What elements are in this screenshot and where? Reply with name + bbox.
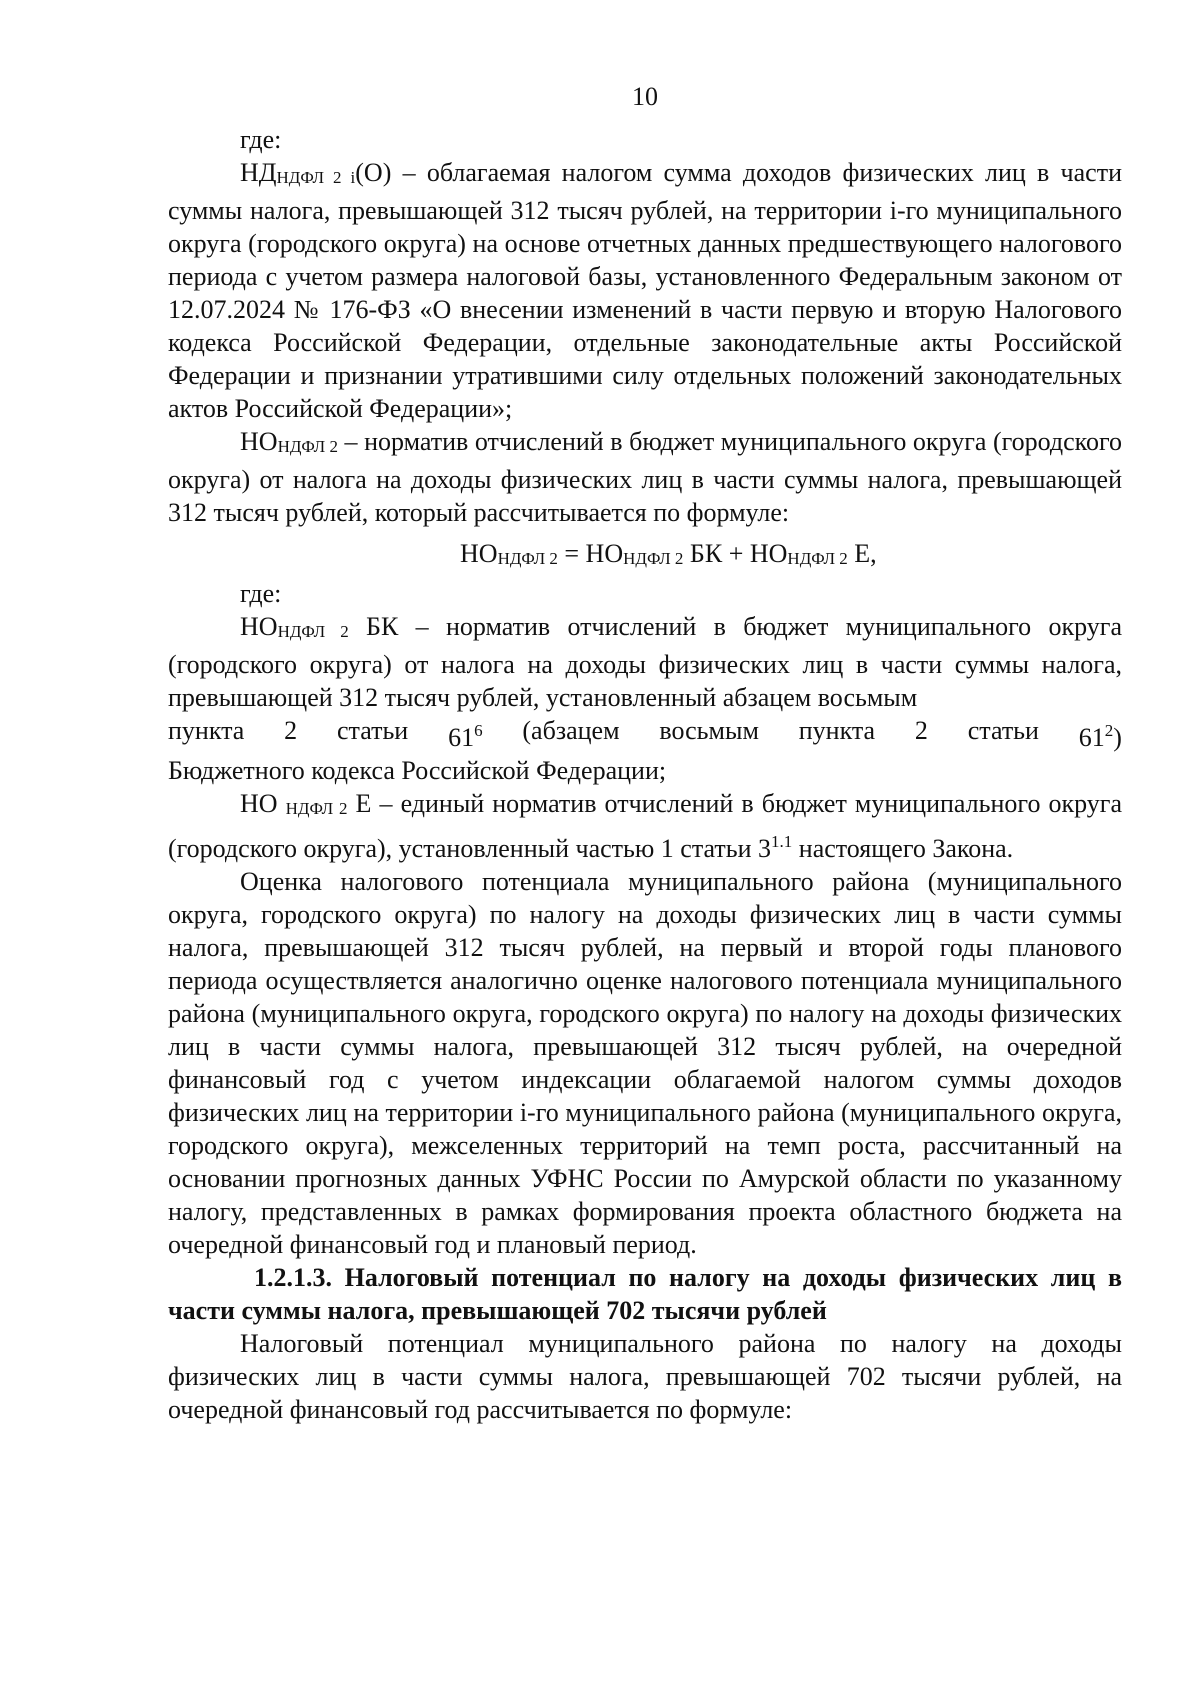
symbol-no-bk: НО bbox=[240, 612, 278, 641]
formula-term2-subscript: НДФЛ 2 bbox=[787, 549, 848, 568]
definition-no-ndfl2 bbox=[168, 425, 1122, 529]
definition-no-e-tail: настоящего Закона. bbox=[792, 834, 1014, 863]
word-abzacem: (абзацем bbox=[522, 716, 620, 745]
symbol-no-e-suffix: Е bbox=[347, 789, 372, 818]
symbol-no-e-subscript: НДФЛ 2 bbox=[285, 799, 348, 818]
definition-no-e bbox=[168, 787, 1122, 865]
closing-paren: ) bbox=[1113, 723, 1122, 752]
word-article-61-2 bbox=[1079, 714, 1122, 754]
page-number: 10 bbox=[632, 82, 658, 111]
section-heading-1-2-1-3: 1.2.1.3. Налоговый потенциал по налогу на доходы физических лиц в части суммы налога, превышающей 702 тысячи рублей bbox=[168, 1263, 1122, 1325]
symbol-no-e: НО bbox=[240, 789, 286, 818]
formula-term1: НО bbox=[585, 539, 624, 568]
word-vosmym: восьмым bbox=[659, 716, 759, 745]
symbol-no: НО bbox=[240, 427, 278, 456]
definition-no-bk-tail: Бюджетного кодекса Российской Федерации; bbox=[168, 756, 667, 785]
formula-lhs: НО bbox=[460, 539, 498, 568]
article-number-2: 61 bbox=[1078, 723, 1105, 752]
word-2: 2 bbox=[284, 716, 298, 745]
symbol-nd-subscript: НДФЛ 2 i bbox=[276, 168, 356, 187]
symbol-no-subscript: НДФЛ 2 bbox=[277, 437, 338, 456]
definition-no-bk bbox=[168, 610, 1122, 714]
article-superscript-6: 6 bbox=[474, 721, 483, 740]
word-punkta: пункта bbox=[168, 716, 245, 745]
symbol-nd: НД bbox=[240, 158, 277, 187]
article-superscript-2: 2 bbox=[1104, 721, 1114, 740]
formula-term1-subscript: НДФЛ 2 bbox=[623, 549, 684, 568]
definition-nd-text: – облагаемая налогом сумма доходов физических лиц в части суммы налога, превышающей 312 тысяч рублей, на территории i-го муниципального округа (городского округа) на основе отчетных данных предшествующего налогового периода с учетом размера налоговой базы, установленного Федеральным законом от 12.07.2024 № 176-ФЗ «О внесении изменений в части первую и вторую Налогового кодекса Российской Федерации, отдельные законодательные акты Российской Федерации и признании утратившими силу отдельных положений законодательных актов Российской Федерации»; bbox=[168, 158, 1122, 423]
word-stati-2: статьи bbox=[967, 716, 1039, 745]
symbol-no-bk-subscript: НДФЛ 2 bbox=[277, 622, 349, 641]
paragraph-estimate: Оценка налогового потенциала муниципального района (муниципального округа, городского округа) по налогу на доходы физических лиц в части суммы налога, превышающей 312 тысяч рублей, на первый и второй годы планового периода осуществляется аналогично оценке налогового потенциала муниципального района (муниципального округа, городского округа) по налогу на доходы физических лиц в части суммы налога, превышающей 312 тысяч рублей, на очередной финансовый год с учетом индексации облагаемой налогом суммы доходов физических лиц на территории i-го муниципального района (муниципального округа, городского округа), межселенных территорий на темп роста, рассчитанный на основании прогнозных данных УФНС России по Амурской области по указанному налогу, представленных в рамках формирования проекта областного бюджета на очередной финансовый год и плановый период. bbox=[168, 867, 1122, 1259]
document-page bbox=[168, 80, 1122, 1426]
symbol-no-bk-suffix: БК bbox=[348, 612, 399, 641]
definition-no-text: – норматив отчислений в бюджет муниципального округа (городского округа) от налога на доходы физических лиц в части суммы налога, превышающей 312 тысяч рублей, который рассчитывается по формуле: bbox=[168, 427, 1123, 527]
formula-term2-suffix: Е, bbox=[847, 539, 877, 568]
symbol-nd-argument: (О) bbox=[355, 158, 392, 187]
word-stati: статьи bbox=[337, 716, 409, 745]
formula-no-ndfl2 bbox=[168, 537, 1122, 575]
formula-equals: = bbox=[557, 539, 586, 568]
definition-no-bk-article-line bbox=[168, 714, 1122, 754]
word-article-61-6 bbox=[448, 714, 483, 754]
formula-lhs-subscript: НДФЛ 2 bbox=[497, 549, 558, 568]
word-2-second: 2 bbox=[914, 716, 928, 745]
article-number: 61 bbox=[448, 723, 475, 752]
word-punkta-2: пункта bbox=[798, 716, 876, 745]
formula-term2: НО bbox=[749, 539, 788, 568]
where-label-2: где: bbox=[240, 579, 282, 608]
where-label-1: где: bbox=[240, 125, 282, 154]
definition-nd-ndfl2 bbox=[168, 156, 1122, 425]
definition-no-e-superscript: 1.1 bbox=[771, 832, 793, 851]
paragraph-final: Налоговый потенциал муниципального района по налогу на доходы физических лиц в части суммы налога, превышающей 702 тысячи рублей, на очередной финансовый год рассчитывается по формуле: bbox=[168, 1329, 1122, 1424]
definition-no-e-text: – единый норматив отчислений в бюджет муниципального округа (городского округа), установленный частью 1 статьи 3 bbox=[168, 789, 1122, 863]
formula-term1-suffix: БК + bbox=[683, 539, 750, 568]
definition-no-bk-text: – норматив отчислений в бюджет муниципального округа (городского округа) от налога на доходы физических лиц в части суммы налога, превышающей 312 тысяч рублей, установленный абзацем восьмым bbox=[168, 612, 1123, 712]
